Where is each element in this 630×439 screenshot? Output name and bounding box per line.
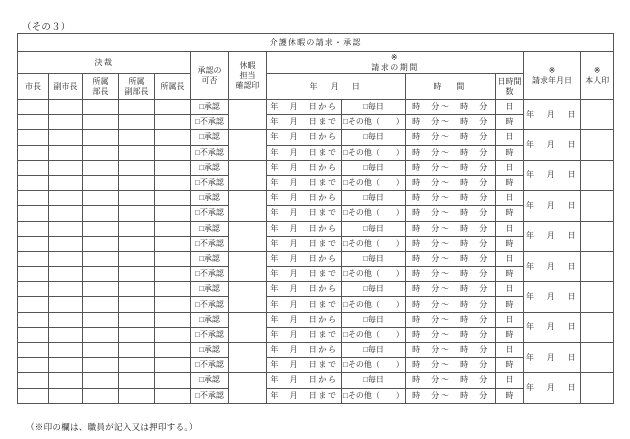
duration-day-unit[interactable]: 日 (496, 282, 524, 297)
request-period-header (267, 52, 524, 74)
time-range-field[interactable]: 時 分～ 時 分 (406, 175, 496, 190)
time-range-field[interactable]: 時 分～ 時 分 (406, 373, 496, 388)
cell-deputy-mayor-seal[interactable] (49, 175, 83, 190)
cell-section-chief-seal[interactable] (155, 236, 191, 251)
disapprove-checkbox[interactable]: □不承認 (191, 388, 229, 403)
cell-dept-vice-chief-seal[interactable] (119, 251, 155, 266)
table-body (18, 34, 614, 404)
cell-dept-chief-seal[interactable] (83, 115, 119, 130)
frequency-other-checkbox[interactable]: □その他（ ） (342, 327, 406, 342)
date-from-field[interactable]: 年 月 日から (267, 373, 342, 388)
cell-section-chief-seal[interactable] (155, 343, 191, 358)
cell-dept-vice-chief-seal[interactable] (119, 221, 155, 236)
cell-dept-chief-seal[interactable] (83, 130, 119, 145)
date-to-field[interactable]: 年 月 日まで (267, 115, 342, 130)
cell-dept-chief-seal[interactable] (83, 100, 119, 115)
col-header-dept-vice-chief (119, 74, 155, 100)
cell-mayor-seal[interactable] (18, 373, 49, 388)
table-row (18, 130, 614, 145)
col-header-section-chief: 所属長 (155, 74, 191, 100)
cell-dept-vice-chief-seal[interactable] (119, 191, 155, 206)
cell-dept-chief-seal[interactable] (83, 206, 119, 221)
date-to-field[interactable]: 年 月 日まで (267, 388, 342, 403)
duration-hour-unit[interactable]: 時 (496, 145, 524, 160)
time-range-field[interactable]: 時 分～ 時 分 (406, 343, 496, 358)
approve-checkbox[interactable]: □承認 (191, 160, 229, 175)
cell-dept-chief-seal[interactable] (83, 312, 119, 327)
request-date-field[interactable]: 年 月 日 (524, 343, 581, 373)
cell-dept-chief-seal[interactable] (83, 282, 119, 297)
duration-hour-unit[interactable]: 時 (496, 388, 524, 403)
cell-leave-stamp[interactable] (229, 312, 267, 342)
time-range-field[interactable]: 時 分～ 時 分 (406, 160, 496, 175)
col-header-period-hours: 日時間数 (496, 74, 524, 100)
frequency-other-checkbox[interactable]: □その他（ ） (342, 267, 406, 282)
time-range-field[interactable]: 時 分～ 時 分 (406, 191, 496, 206)
cell-section-chief-seal[interactable] (155, 358, 191, 373)
cell-dept-vice-chief-seal[interactable] (119, 388, 155, 403)
cell-mayor-seal[interactable] (18, 221, 49, 236)
approval-group-header: 決裁 (18, 52, 191, 74)
approval-result-header (191, 52, 229, 100)
cell-dept-chief-seal[interactable] (83, 297, 119, 312)
cell-dept-chief-seal[interactable] (83, 191, 119, 206)
cell-dept-vice-chief-seal[interactable] (119, 373, 155, 388)
cell-section-chief-seal[interactable] (155, 160, 191, 175)
cell-section-chief-seal[interactable] (155, 221, 191, 236)
duration-hour-unit[interactable]: 時 (496, 206, 524, 221)
cell-deputy-mayor-seal[interactable] (49, 221, 83, 236)
duration-hour-unit[interactable]: 時 (496, 267, 524, 282)
time-range-field[interactable]: 時 分～ 時 分 (406, 297, 496, 312)
time-range-field[interactable]: 時 分～ 時 分 (406, 251, 496, 266)
table-row (18, 251, 614, 266)
date-from-field[interactable]: 年 月 日から (267, 191, 342, 206)
table-row (18, 160, 614, 175)
frequency-other-checkbox[interactable]: □その他（ ） (342, 115, 406, 130)
personal-seal-field[interactable] (581, 343, 614, 373)
duration-day-unit[interactable]: 日 (496, 312, 524, 327)
col-header-mayor: 市長 (18, 74, 49, 100)
cell-leave-stamp[interactable] (229, 100, 267, 130)
cell-deputy-mayor-seal[interactable] (49, 282, 83, 297)
duration-day-unit[interactable]: 日 (496, 373, 524, 388)
col-header-period-time: 時 間 (406, 74, 496, 100)
cell-dept-chief-seal[interactable] (83, 175, 119, 190)
care-leave-request-table (17, 33, 614, 404)
table-row (18, 191, 614, 206)
cell-deputy-mayor-seal[interactable] (49, 160, 83, 175)
date-from-field[interactable]: 年 月 日から (267, 130, 342, 145)
frequency-daily-checkbox[interactable]: □毎日 (342, 100, 406, 115)
date-from-field[interactable]: 年 月 日から (267, 251, 342, 266)
disapprove-checkbox[interactable]: □不承認 (191, 236, 229, 251)
duration-day-unit[interactable]: 日 (496, 130, 524, 145)
disapprove-checkbox[interactable]: □不承認 (191, 206, 229, 221)
time-range-field[interactable]: 時 分～ 時 分 (406, 115, 496, 130)
col-header-deputy-mayor: 副市長 (49, 74, 83, 100)
date-from-field[interactable]: 年 月 日から (267, 221, 342, 236)
approve-checkbox[interactable]: □承認 (191, 221, 229, 236)
personal-seal-field[interactable] (581, 312, 614, 342)
cell-mayor-seal[interactable] (18, 145, 49, 160)
request-date-field[interactable]: 年 月 日 (524, 373, 581, 403)
cell-mayor-seal[interactable] (18, 282, 49, 297)
personal-seal-field[interactable] (581, 160, 614, 190)
cell-leave-stamp[interactable] (229, 160, 267, 190)
cell-dept-chief-seal[interactable] (83, 145, 119, 160)
date-from-field[interactable]: 年 月 日から (267, 312, 342, 327)
request-date-field[interactable]: 年 月 日 (524, 282, 581, 312)
cell-leave-stamp[interactable] (229, 373, 267, 403)
cell-section-chief-seal[interactable] (155, 312, 191, 327)
personal-seal-mark: ※ (593, 65, 601, 75)
cell-dept-chief-seal[interactable] (83, 236, 119, 251)
cell-mayor-seal[interactable] (18, 115, 49, 130)
request-date-field[interactable]: 年 月 日 (524, 251, 581, 281)
table-row (18, 373, 614, 388)
request-date-header (524, 52, 581, 100)
cell-dept-chief-seal[interactable] (83, 358, 119, 373)
date-to-field[interactable]: 年 月 日まで (267, 358, 342, 373)
request-date-field[interactable]: 年 月 日 (524, 160, 581, 190)
approval-result-line1: 承認の (197, 65, 222, 75)
cell-section-chief-seal[interactable] (155, 191, 191, 206)
cell-mayor-seal[interactable] (18, 388, 49, 403)
cell-dept-vice-chief-seal[interactable] (119, 145, 155, 160)
cell-section-chief-seal[interactable] (155, 373, 191, 388)
personal-seal-field[interactable] (581, 282, 614, 312)
cell-mayor-seal[interactable] (18, 251, 49, 266)
cell-leave-stamp[interactable] (229, 343, 267, 373)
cell-deputy-mayor-seal[interactable] (49, 130, 83, 145)
duration-day-unit[interactable]: 日 (496, 160, 524, 175)
time-range-field[interactable]: 時 分～ 時 分 (406, 221, 496, 236)
request-date-field[interactable]: 年 月 日 (524, 100, 581, 130)
time-range-field[interactable]: 時 分～ 時 分 (406, 130, 496, 145)
cell-dept-chief-seal[interactable] (83, 373, 119, 388)
cell-section-chief-seal[interactable] (155, 388, 191, 403)
frequency-other-checkbox[interactable]: □その他（ ） (342, 297, 406, 312)
duration-day-unit[interactable]: 日 (496, 251, 524, 266)
frequency-daily-checkbox[interactable]: □毎日 (342, 343, 406, 358)
cell-dept-chief-seal[interactable] (83, 327, 119, 342)
duration-day-unit[interactable]: 日 (496, 221, 524, 236)
cell-dept-vice-chief-seal[interactable] (119, 115, 155, 130)
cell-dept-chief-seal[interactable] (83, 343, 119, 358)
cell-mayor-seal[interactable] (18, 327, 49, 342)
cell-deputy-mayor-seal[interactable] (49, 388, 83, 403)
disapprove-checkbox[interactable]: □不承認 (191, 358, 229, 373)
cell-mayor-seal[interactable] (18, 358, 49, 373)
personal-seal-field[interactable] (581, 251, 614, 281)
frequency-other-checkbox[interactable]: □その他（ ） (342, 388, 406, 403)
disapprove-checkbox[interactable]: □不承認 (191, 115, 229, 130)
cell-deputy-mayor-seal[interactable] (49, 206, 83, 221)
request-date-field[interactable]: 年 月 日 (524, 221, 581, 251)
cell-section-chief-seal[interactable] (155, 115, 191, 130)
date-to-field[interactable]: 年 月 日まで (267, 236, 342, 251)
cell-deputy-mayor-seal[interactable] (49, 115, 83, 130)
date-from-field[interactable]: 年 月 日から (267, 100, 342, 115)
approve-checkbox[interactable]: □承認 (191, 312, 229, 327)
date-to-field[interactable]: 年 月 日まで (267, 327, 342, 342)
frequency-daily-checkbox[interactable]: □毎日 (342, 373, 406, 388)
cell-deputy-mayor-seal[interactable] (49, 145, 83, 160)
table-row (18, 312, 614, 327)
approval-result-line2: 可否 (201, 75, 218, 85)
form-number-label: （その３） (22, 23, 71, 33)
cell-dept-vice-chief-seal[interactable] (119, 282, 155, 297)
personal-seal-field[interactable] (581, 130, 614, 160)
cell-dept-vice-chief-seal[interactable] (119, 343, 155, 358)
personal-seal-header (581, 52, 614, 100)
disapprove-checkbox[interactable]: □不承認 (191, 267, 229, 282)
cell-deputy-mayor-seal[interactable] (49, 297, 83, 312)
cell-dept-vice-chief-seal[interactable] (119, 297, 155, 312)
approve-checkbox[interactable]: □承認 (191, 343, 229, 358)
cell-mayor-seal[interactable] (18, 267, 49, 282)
cell-deputy-mayor-seal[interactable] (49, 236, 83, 251)
document-title: 介護休暇の請求・承認 (18, 34, 614, 52)
cell-section-chief-seal[interactable] (155, 282, 191, 297)
frequency-other-checkbox[interactable]: □その他（ ） (342, 175, 406, 190)
leave-stamp-line2: 担当 (239, 70, 256, 80)
frequency-daily-checkbox[interactable]: □毎日 (342, 191, 406, 206)
request-date-field[interactable]: 年 月 日 (524, 191, 581, 221)
cell-mayor-seal[interactable] (18, 160, 49, 175)
cell-deputy-mayor-seal[interactable] (49, 343, 83, 358)
cell-deputy-mayor-seal[interactable] (49, 251, 83, 266)
cell-mayor-seal[interactable] (18, 191, 49, 206)
time-range-field[interactable]: 時 分～ 時 分 (406, 267, 496, 282)
form-footnote: （※印の欄は、職員が記入又は押印する。） (26, 422, 198, 432)
cell-leave-stamp[interactable] (229, 251, 267, 281)
col-header-dept-chief-line1: 所属 (92, 76, 109, 86)
cell-dept-vice-chief-seal[interactable] (119, 100, 155, 115)
cell-deputy-mayor-seal[interactable] (49, 312, 83, 327)
cell-deputy-mayor-seal[interactable] (49, 191, 83, 206)
cell-section-chief-seal[interactable] (155, 206, 191, 221)
approve-checkbox[interactable]: □承認 (191, 130, 229, 145)
cell-leave-stamp[interactable] (229, 282, 267, 312)
date-to-field[interactable]: 年 月 日まで (267, 145, 342, 160)
cell-mayor-seal[interactable] (18, 297, 49, 312)
leave-stamp-line3: 確認印 (235, 80, 260, 90)
cell-section-chief-seal[interactable] (155, 145, 191, 160)
duration-day-unit[interactable]: 日 (496, 100, 524, 115)
cell-section-chief-seal[interactable] (155, 130, 191, 145)
request-date-field[interactable]: 年 月 日 (524, 312, 581, 342)
date-from-field[interactable]: 年 月 日から (267, 343, 342, 358)
cell-dept-vice-chief-seal[interactable] (119, 327, 155, 342)
leave-stamp-header (229, 52, 267, 100)
frequency-daily-checkbox[interactable]: □毎日 (342, 312, 406, 327)
approve-checkbox[interactable]: □承認 (191, 373, 229, 388)
personal-seal-field[interactable] (581, 373, 614, 403)
frequency-other-checkbox[interactable]: □その他（ ） (342, 206, 406, 221)
group-header-row (18, 52, 614, 74)
time-range-field[interactable]: 時 分～ 時 分 (406, 206, 496, 221)
cell-dept-vice-chief-seal[interactable] (119, 236, 155, 251)
table-row (18, 221, 614, 236)
cell-dept-chief-seal[interactable] (83, 221, 119, 236)
frequency-daily-checkbox[interactable]: □毎日 (342, 130, 406, 145)
cell-dept-vice-chief-seal[interactable] (119, 206, 155, 221)
cell-mayor-seal[interactable] (18, 206, 49, 221)
approve-checkbox[interactable]: □承認 (191, 100, 229, 115)
frequency-other-checkbox[interactable]: □その他（ ） (342, 358, 406, 373)
frequency-daily-checkbox[interactable]: □毎日 (342, 282, 406, 297)
disapprove-checkbox[interactable]: □不承認 (191, 145, 229, 160)
personal-seal-label: 本人印 (585, 75, 610, 85)
cell-dept-chief-seal[interactable] (83, 160, 119, 175)
disapprove-checkbox[interactable]: □不承認 (191, 327, 229, 342)
cell-dept-vice-chief-seal[interactable] (119, 130, 155, 145)
date-from-field[interactable]: 年 月 日から (267, 160, 342, 175)
cell-dept-chief-seal[interactable] (83, 251, 119, 266)
cell-dept-chief-seal[interactable] (83, 267, 119, 282)
cell-dept-vice-chief-seal[interactable] (119, 160, 155, 175)
time-range-field[interactable]: 時 分～ 時 分 (406, 388, 496, 403)
title-row (18, 34, 614, 52)
cell-section-chief-seal[interactable] (155, 251, 191, 266)
date-to-field[interactable]: 年 月 日まで (267, 267, 342, 282)
approve-checkbox[interactable]: □承認 (191, 191, 229, 206)
cell-mayor-seal[interactable] (18, 343, 49, 358)
cell-deputy-mayor-seal[interactable] (49, 373, 83, 388)
cell-dept-vice-chief-seal[interactable] (119, 267, 155, 282)
personal-seal-field[interactable] (581, 221, 614, 251)
duration-hour-unit[interactable]: 時 (496, 115, 524, 130)
cell-mayor-seal[interactable] (18, 175, 49, 190)
col-header-dept-vice-chief-line2: 副部長 (124, 86, 149, 96)
cell-deputy-mayor-seal[interactable] (49, 267, 83, 282)
request-date-field[interactable]: 年 月 日 (524, 130, 581, 160)
table-row (18, 100, 614, 115)
duration-day-unit[interactable]: 日 (496, 191, 524, 206)
date-to-field[interactable]: 年 月 日まで (267, 175, 342, 190)
time-range-field[interactable]: 時 分～ 時 分 (406, 358, 496, 373)
date-to-field[interactable]: 年 月 日まで (267, 297, 342, 312)
cell-leave-stamp[interactable] (229, 191, 267, 221)
cell-section-chief-seal[interactable] (155, 100, 191, 115)
cell-mayor-seal[interactable] (18, 130, 49, 145)
date-from-field[interactable]: 年 月 日から (267, 282, 342, 297)
frequency-daily-checkbox[interactable]: □毎日 (342, 160, 406, 175)
col-header-dept-chief (83, 74, 119, 100)
cell-dept-vice-chief-seal[interactable] (119, 175, 155, 190)
personal-seal-field[interactable] (581, 100, 614, 130)
approve-checkbox[interactable]: □承認 (191, 251, 229, 266)
time-range-field[interactable]: 時 分～ 時 分 (406, 312, 496, 327)
request-period-label: 請求の期間 (371, 62, 419, 72)
leave-stamp-line1: 休暇 (239, 60, 256, 70)
date-to-field[interactable]: 年 月 日まで (267, 206, 342, 221)
col-header-period-date: 年 月 日 (267, 74, 406, 100)
cell-leave-stamp[interactable] (229, 130, 267, 160)
col-header-dept-chief-line2: 部長 (92, 86, 109, 96)
cell-deputy-mayor-seal[interactable] (49, 100, 83, 115)
cell-section-chief-seal[interactable] (155, 327, 191, 342)
time-range-field[interactable]: 時 分～ 時 分 (406, 282, 496, 297)
time-range-field[interactable]: 時 分～ 時 分 (406, 100, 496, 115)
approve-checkbox[interactable]: □承認 (191, 282, 229, 297)
cell-deputy-mayor-seal[interactable] (49, 358, 83, 373)
col-header-dept-vice-chief-line1: 所属 (128, 76, 145, 86)
frequency-other-checkbox[interactable]: □その他（ ） (342, 236, 406, 251)
cell-mayor-seal[interactable] (18, 312, 49, 327)
table-row (18, 282, 614, 297)
request-period-mark: ※ (390, 52, 400, 62)
request-date-mark: ※ (548, 65, 556, 75)
cell-section-chief-seal[interactable] (155, 175, 191, 190)
time-range-field[interactable]: 時 分～ 時 分 (406, 327, 496, 342)
personal-seal-field[interactable] (581, 191, 614, 221)
duration-day-unit[interactable]: 日 (496, 343, 524, 358)
duration-hour-unit[interactable]: 時 (496, 236, 524, 251)
cell-section-chief-seal[interactable] (155, 267, 191, 282)
table-row (18, 343, 614, 358)
cell-leave-stamp[interactable] (229, 221, 267, 251)
cell-dept-vice-chief-seal[interactable] (119, 358, 155, 373)
cell-dept-chief-seal[interactable] (83, 388, 119, 403)
cell-dept-vice-chief-seal[interactable] (119, 312, 155, 327)
duration-hour-unit[interactable]: 時 (496, 297, 524, 312)
time-range-field[interactable]: 時 分～ 時 分 (406, 145, 496, 160)
frequency-daily-checkbox[interactable]: □毎日 (342, 221, 406, 236)
time-range-field[interactable]: 時 分～ 時 分 (406, 236, 496, 251)
frequency-other-checkbox[interactable]: □その他（ ） (342, 145, 406, 160)
cell-mayor-seal[interactable] (18, 100, 49, 115)
request-date-label: 請求年月日 (532, 75, 572, 85)
duration-hour-unit[interactable]: 時 (496, 358, 524, 373)
frequency-daily-checkbox[interactable]: □毎日 (342, 251, 406, 266)
cell-section-chief-seal[interactable] (155, 297, 191, 312)
disapprove-checkbox[interactable]: □不承認 (191, 175, 229, 190)
disapprove-checkbox[interactable]: □不承認 (191, 297, 229, 312)
duration-hour-unit[interactable]: 時 (496, 175, 524, 190)
cell-deputy-mayor-seal[interactable] (49, 327, 83, 342)
duration-hour-unit[interactable]: 時 (496, 327, 524, 342)
cell-mayor-seal[interactable] (18, 236, 49, 251)
